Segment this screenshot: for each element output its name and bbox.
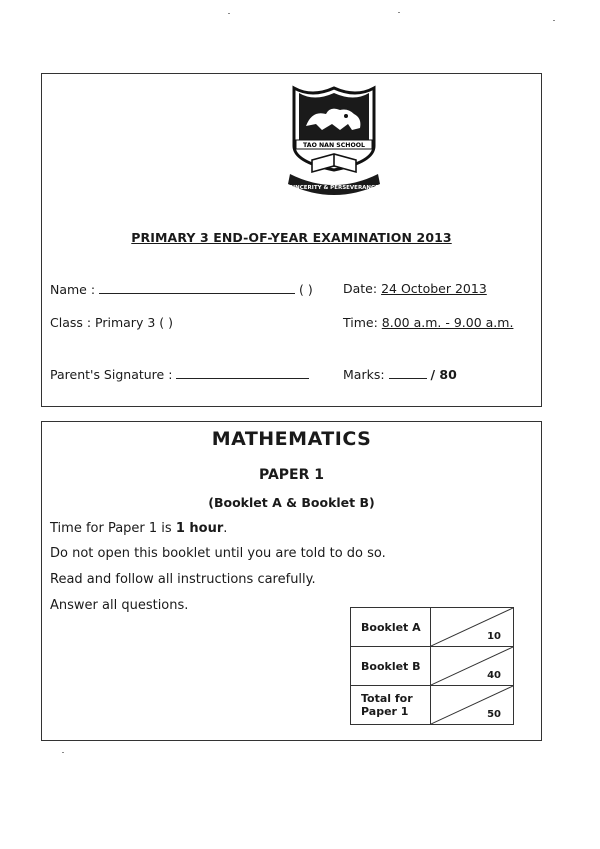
date-label: Date: bbox=[343, 281, 378, 296]
time-value: 8.00 a.m. - 9.00 a.m. bbox=[381, 315, 514, 330]
marks-label: Marks: bbox=[343, 367, 385, 382]
instruction-time-prefix: Time for Paper 1 is bbox=[50, 521, 176, 536]
booklet-b-score-cell[interactable] bbox=[431, 647, 514, 686]
instruction-line-2: Do not open this booklet until you are told to do so. bbox=[50, 546, 386, 561]
date-value: 24 October 2013 bbox=[381, 281, 487, 296]
crest-motto: SINCERITY & PERSEVERANCE bbox=[289, 185, 379, 191]
total-paper-1-label: Total for Paper 1 bbox=[351, 686, 431, 725]
marks-table bbox=[350, 607, 514, 725]
signature-field bbox=[50, 366, 309, 382]
name-field bbox=[50, 281, 313, 297]
name-blank[interactable] bbox=[99, 281, 295, 294]
table-row bbox=[351, 686, 514, 725]
table-row bbox=[351, 647, 514, 686]
instruction-time-bold: 1 hour bbox=[175, 521, 224, 536]
name-label: Name : bbox=[50, 282, 96, 297]
scan-speck bbox=[62, 752, 64, 753]
signature-blank[interactable] bbox=[176, 366, 309, 379]
crest-school-name: TAO NAN SCHOOL bbox=[303, 142, 365, 149]
class-field: Class : Primary 3 ( ) bbox=[50, 315, 173, 330]
instruction-line-4: Answer all questions. bbox=[50, 598, 189, 613]
booklet-b-max: 40 bbox=[487, 670, 501, 681]
paper-title: PAPER 1 bbox=[258, 467, 325, 483]
table-row bbox=[351, 608, 514, 647]
time-field bbox=[343, 315, 513, 330]
signature-label: Parent's Signature : bbox=[50, 367, 173, 382]
instruction-line-3: Read and follow all instructions carefully. bbox=[50, 572, 316, 587]
total-max: 50 bbox=[487, 709, 501, 720]
booklet-a-score-cell[interactable] bbox=[431, 608, 514, 647]
subject-title: MATHEMATICS bbox=[211, 428, 372, 450]
cover-header-box bbox=[41, 73, 542, 407]
total-score-cell[interactable] bbox=[431, 686, 514, 725]
marks-field bbox=[343, 366, 457, 382]
booklet-a-label: Booklet A bbox=[351, 608, 431, 647]
marks-blank[interactable] bbox=[389, 366, 427, 379]
booklets-note: (Booklet A & Booklet B) bbox=[208, 495, 375, 510]
scan-speck bbox=[228, 13, 230, 14]
instructions-box bbox=[41, 421, 542, 741]
date-field bbox=[343, 281, 487, 296]
instruction-time bbox=[50, 521, 227, 536]
instruction-time-suffix: . bbox=[223, 521, 228, 536]
time-label: Time: bbox=[343, 315, 378, 330]
school-crest-icon bbox=[282, 84, 386, 204]
exam-title: PRIMARY 3 END-OF-YEAR EXAMINATION 2013 bbox=[131, 230, 452, 245]
scan-speck bbox=[398, 12, 400, 13]
booklet-b-label: Booklet B bbox=[351, 647, 431, 686]
scan-speck bbox=[553, 20, 555, 21]
marks-total: / 80 bbox=[430, 367, 457, 382]
booklet-a-max: 10 bbox=[487, 631, 501, 642]
register-number-paren: ( ) bbox=[299, 282, 313, 297]
